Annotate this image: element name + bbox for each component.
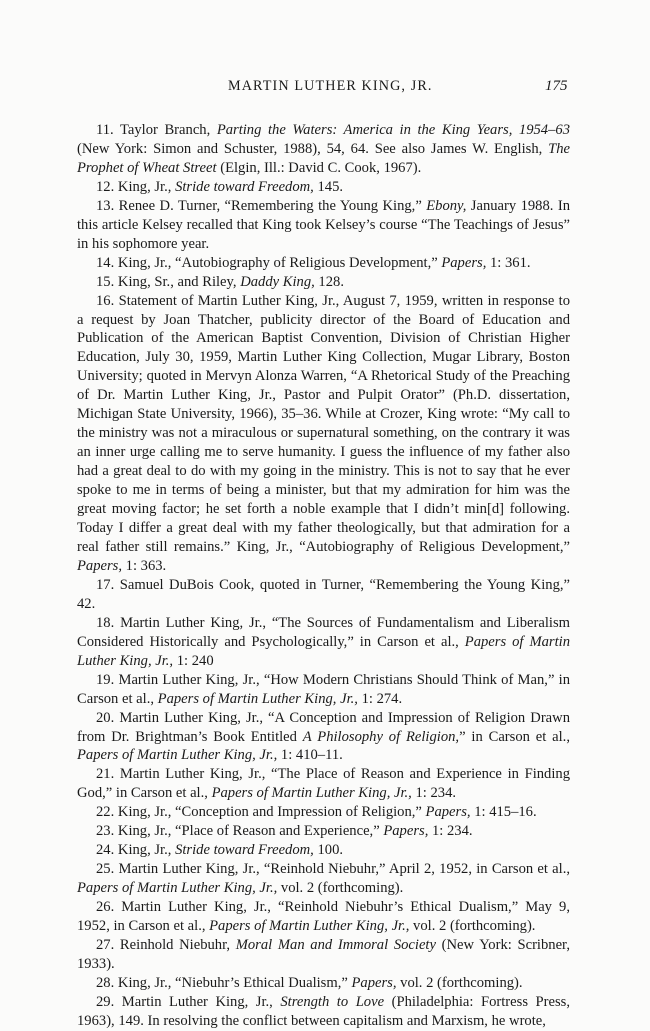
endnote bbox=[77, 822, 570, 841]
endnote-text: Martin Luther King, Jr., “How Modern Christians Should Think of Man,” in Carson et al., bbox=[77, 671, 570, 707]
endnote bbox=[77, 197, 570, 254]
endnote-text: King, Jr., bbox=[114, 842, 176, 859]
endnote-text: King, Sr., and Riley, bbox=[114, 273, 241, 290]
endnote-text: 1: 415–16. bbox=[470, 804, 537, 821]
endnote-text: Samuel DuBois Cook, quoted in Turner, “Remembering the Young King,” 42. bbox=[77, 576, 570, 612]
endnote-text: vol. 2 (forthcoming). bbox=[409, 918, 536, 935]
endnote-title-italic: Papers of Martin Luther King, Jr., bbox=[77, 880, 278, 897]
endnote-title-italic: Papers of Martin Luther King, Jr., bbox=[211, 785, 412, 802]
endnote-text: Taylor Branch, bbox=[113, 122, 217, 138]
endnote-text: vol. 2 (forthcoming). bbox=[277, 880, 404, 897]
endnote-number: 15. bbox=[96, 273, 115, 290]
endnote-title-italic: Papers, bbox=[77, 557, 122, 574]
endnote-number: 26. bbox=[96, 899, 115, 916]
endnote bbox=[77, 936, 570, 974]
endnote bbox=[77, 292, 570, 576]
endnote-text: Martin Luther King, Jr., “The Place of Reason and Experience in Finding God,” in Carson et al., bbox=[77, 766, 570, 802]
endnote-title-italic: Papers of Martin Luther King, Jr., bbox=[209, 918, 410, 935]
endnote bbox=[77, 273, 570, 292]
endnote bbox=[77, 121, 570, 178]
endnotes-list bbox=[77, 121, 570, 1031]
endnote-number: 25. bbox=[96, 861, 115, 878]
endnote-title-italic: Ebony, bbox=[426, 197, 467, 214]
endnote-title-italic: The Prophet of Wheat Street bbox=[77, 140, 570, 176]
endnote-number: 20. bbox=[96, 709, 115, 726]
endnote-title-italic: A Philosophy of Religion, bbox=[302, 728, 460, 745]
endnote-title-italic: Papers of Martin Luther King, Jr., bbox=[157, 690, 358, 707]
endnote-text: Renee D. Turner, “Remembering the Young King,” bbox=[114, 197, 427, 214]
endnote-text: King, Jr., “Conception and Impression of Religion,” bbox=[114, 804, 426, 821]
endnote-number: 23. bbox=[96, 823, 115, 840]
endnote bbox=[77, 974, 570, 993]
endnote-number: 16. bbox=[96, 292, 115, 309]
endnote-title-italic: Stride toward Freedom, bbox=[175, 178, 314, 195]
endnote-text: King, Jr., “Place of Reason and Experience,” bbox=[114, 823, 384, 840]
endnote bbox=[77, 709, 570, 766]
endnote bbox=[77, 671, 570, 709]
endnote-text: 1: 234. bbox=[411, 785, 457, 802]
endnote bbox=[77, 860, 570, 898]
endnote-text: King, Jr., “Niebuhr’s Ethical Dualism,” bbox=[114, 974, 352, 991]
endnote-text: 145. bbox=[313, 178, 344, 195]
endnote-text: 1: 274. bbox=[357, 690, 403, 707]
running-head bbox=[0, 78, 650, 100]
endnote-text: Martin Luther King, Jr., “Reinhold Niebuhr’s Ethical Dualism,” May 9, 1952, in Carson et al., bbox=[77, 899, 570, 935]
endnote-text: Martin Luther King, Jr., “Reinhold Niebuhr,” April 2, 1952, in Carson et al., bbox=[114, 861, 570, 878]
endnote-number: 29. bbox=[96, 993, 115, 1010]
endnote-text: 1: 240 bbox=[173, 652, 214, 669]
page-number: 175 bbox=[545, 78, 568, 94]
endnote-title-italic: Papers, bbox=[351, 974, 397, 991]
endnote-text: King, Jr., “Autobiography of Religious Development,” bbox=[114, 254, 442, 271]
endnote-number: 21. bbox=[96, 766, 115, 783]
endnote bbox=[77, 765, 570, 803]
endnote bbox=[77, 993, 570, 1031]
endnote-text: 1: 361. bbox=[486, 254, 531, 271]
endnote-title-italic: Papers, bbox=[441, 254, 487, 271]
endnote-text: Martin Luther King, Jr., “The Sources of Fundamentalism and Liberalism Considered Historically and Psychologically,” in Carson et al., bbox=[77, 614, 570, 650]
running-title: MARTIN LUTHER KING, JR. bbox=[228, 78, 433, 94]
endnote-text: Martin Luther King, Jr., bbox=[114, 993, 281, 1010]
endnote-text: Statement of Martin Luther King, Jr., August 7, 1959, written in response to a request by Joan Thatcher, publicity director of the Board of Education and Publication of the American Baptist Convention, Division of Christian Higher Education, July 30, 1959, Martin Luther King Collection, Mugar Library, Boston University; quoted in Mervyn Alonza Warren, “A Rhetorical Study of the Preaching of Dr. Martin Luther King, Jr., Pastor and Pulpit Orator” (Ph.D. dissertation, Michigan State University, 1966), 35–36. While at Crozer, King wrote: “My call to the ministry was not a miraculous or supernatural something, on the contrary it was an inner urge calling me to serve humanity. I guess the influence of my father also had a great deal to do with my going in the ministry. This is not to say that he ever spoke to me in terms of being a minister, but that my admiration for him was the great moving factor; he set forth a noble example that I didn’t min[d] following. Today I differ a great deal with my father theologically, but that admiration for a real father still remains.” King, Jr., “Autobiography of Religious Development,” bbox=[77, 292, 570, 555]
endnote-text: 1: 363. bbox=[122, 557, 167, 574]
endnote-title-italic: Moral Man and Immoral Society bbox=[235, 936, 436, 953]
endnote-number: 13. bbox=[96, 197, 115, 214]
endnote-title-italic: Strength to Love bbox=[280, 993, 385, 1010]
endnote-title-italic: Stride toward Freedom, bbox=[175, 842, 314, 859]
endnote-text: (New York: Scribner, 1933). bbox=[77, 936, 570, 972]
endnote-title-italic: Parting the Waters: America in the King Years, 1954–63 bbox=[216, 122, 570, 138]
endnote-text: (New York: Simon and Schuster, 1988), 54, 64. See also James W. English, bbox=[77, 140, 549, 157]
endnote-text: (Philadelphia: Fortress Press, 1963), 149. In resolving the conflict between capitalism and Marxism, he wrote, bbox=[77, 993, 570, 1029]
endnote bbox=[77, 803, 570, 822]
endnote-number: 14. bbox=[96, 254, 115, 271]
endnote-title-italic: Papers, bbox=[425, 804, 471, 821]
endnote bbox=[77, 178, 570, 197]
endnote bbox=[77, 576, 570, 614]
endnote-title-italic: Papers of Martin Luther King, Jr., bbox=[77, 747, 278, 764]
endnote-number: 12. bbox=[96, 178, 115, 195]
endnote bbox=[77, 614, 570, 671]
endnote bbox=[77, 898, 570, 936]
endnote bbox=[77, 841, 570, 860]
endnote-text: King, Jr., bbox=[114, 178, 176, 195]
endnote-number: 18. bbox=[96, 614, 115, 631]
endnote-number: 27. bbox=[96, 936, 115, 953]
endnote-number: 19. bbox=[96, 671, 115, 688]
endnote-text: 100. bbox=[313, 842, 344, 859]
endnote-number: 24. bbox=[96, 842, 115, 859]
endnote bbox=[77, 254, 570, 273]
endnote-text: ” in Carson et al., bbox=[459, 728, 570, 745]
endnote-number: 17. bbox=[96, 576, 115, 593]
endnote-text: (Elgin, Ill.: David C. Cook, 1967). bbox=[216, 159, 422, 176]
endnote-text: January 1988. In this article Kelsey recalled that King took Kelsey’s course “The Teachings of Jesus” in his sophomore year. bbox=[77, 197, 570, 252]
endnote-text: Reinhold Niebuhr, bbox=[114, 936, 236, 953]
endnote-title-italic: Papers, bbox=[383, 823, 429, 840]
endnote-text: vol. 2 (forthcoming). bbox=[396, 974, 523, 991]
endnote-number: 11. bbox=[96, 122, 114, 138]
endnote-text: 1: 234. bbox=[428, 823, 473, 840]
endnote-title-italic: Papers of Martin Luther King, Jr., bbox=[77, 633, 570, 669]
endnote-text: Martin Luther King, Jr., “A Conception and Impression of Religion Drawn from Dr. Brightman’s Book Entitled bbox=[77, 709, 570, 745]
endnote-text: 128. bbox=[314, 273, 344, 290]
endnote-text: 1: 410–11. bbox=[277, 747, 343, 764]
endnote-number: 28. bbox=[96, 974, 115, 991]
endnote-title-italic: Daddy King, bbox=[240, 273, 315, 290]
endnote-number: 22. bbox=[96, 804, 115, 821]
